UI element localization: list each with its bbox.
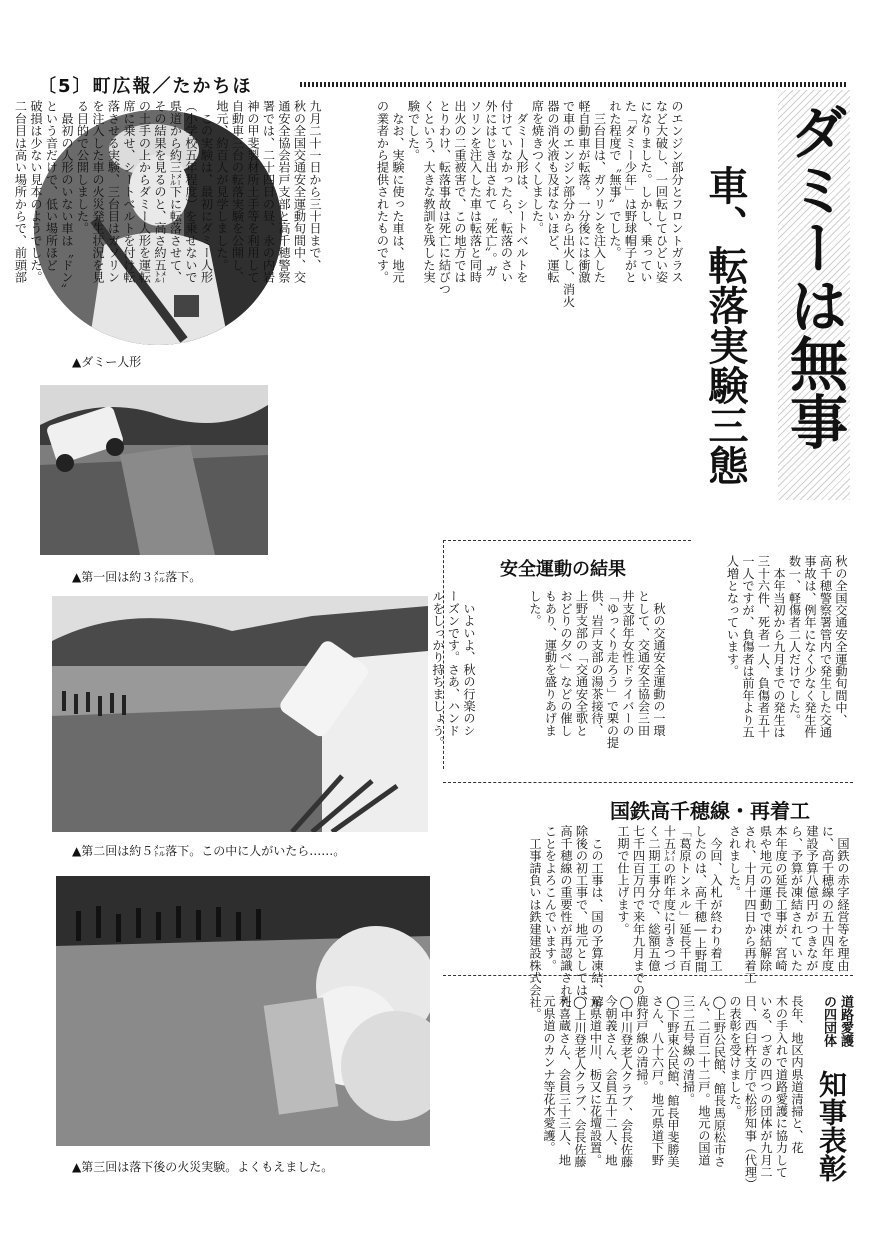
railway-col-1: 国鉄の赤字経営等を理由 に、高千穂線の五十四年度 建設予算八億円がつきなが ら、予算が凍結されていた 本年度の延長工事が、宮崎 県や地元の運動で凍結解除 され、十月十四日から再着工 されました。 [727, 825, 850, 984]
railway-heading: 国鉄高千穂線・再着工 [610, 799, 810, 823]
header-rule [300, 82, 848, 87]
page-header: 〔5〕町広報／たかちほ [38, 76, 253, 97]
road-award-col: 長年、地区内県道清掃と、花 木の手入れで道路愛護に協力して いる、つぎの四つの団体が九月二 日、西臼杵支庁で松形知事（代理） の表彰を受けました。 ◯上野公民館、館長馬原松市さ ん、二百二十二戸。地元の国道 三二五号線の清掃。 ◯下野東公民館、館長甲斐勝美 さん、八十六戸。地元県道下野 鹿狩戸線の清掃。 ◯中川登老人クラブ、会長佐藤 今朝義さん、会員五十二人、地 元県道中川、栃又に花壇設置。 ◯上川登老人クラブ、会長佐藤 利喜蔵さん、会員三十三人、地 元県道のカンナ等花木愛護。 [542, 995, 804, 1191]
safety-lead-col: 秋の全国交通安全運動旬間中、 高千穂警察署管内で発生した交通 事故は、例年になく少なく発生件 数一、軽傷者二人だけでした。 本年当初から九月までの発生は 三十六件、死者一人、負傷者五十 一人ですが、負傷者は前年より五 人増となっています。 [725, 555, 848, 738]
railway-col-3: この工事は、国の予算凍結、解 除後の初工事で、地元としては、 高千穂線の重要性が再認識された ことをよろこんでいます。 工事請負いは鉄建建設株式会社。 [528, 825, 604, 1021]
subheadline: 車、転落実験三態 [702, 165, 748, 485]
safety-result-col-1: 秋の交通安全運動の一環 として、交通安全協会三田 井支部年女性ドライバーの 「ゆっくり走ろう」で栗の提 供、岩戸支部の湯茶接待、 上野支部の「交通安全歌と おどりの夕べ」などの催し もあり、運動を盛りあげま した。 [528, 590, 666, 749]
road-award-heading-small: 道路愛護 の四団体 [821, 995, 853, 1047]
fire-test-caption: ▲第三回は落下後の火災実験。よくもえました。 [72, 1160, 334, 1174]
main-article-col-2: のエンジン部分とフロントガラス など大破し、一回転してひどい姿 になりました。しかし、乗ってい た「ダミー少年」は野球帽子がと れた程度で〝無事〟でした。 三台目は、ガソリンを注入した 軽自動車が転落。一分後には衝激 で車のエンジン部分から出火し、消火 器の消火液も及ばないほど、運転 席を焼きつくしました。 ダミー人形は、シートベルトを 付けていなかったら、転落のさい 外にはじき出されて〝死亡〟。ガ ソリンを注入した車は転落と同時 出火の二重被害で、この地方では とりわけ、転落事故は死亡に結びつ くという、大きな教訓を残した実 験でした。 なお、実験に使った車は、地元 の業者から提供されたものです。 [375, 100, 684, 308]
fire-test-photo [56, 876, 430, 1146]
safety-result-heading: 安全運動の結果 [500, 559, 626, 580]
dummy-photo-caption: ▲ダミー人形 [72, 355, 142, 369]
headline-box [778, 90, 850, 500]
headline: ダミーは無事 [780, 102, 848, 450]
main-article-col-1: 九月二十一日から三十日まで、 秋の全国交通安全運動旬間中、交 通安全協会岩戸支部と高千穂警察 署では、二十四日の昼、永の内岩 神の甲斐製材所土手等を利用して 自動車三台の転落実験を公開し、 地元、約百人が見学しました。 この実験は、最初にダミー人形 （小学校五年程度）を乗せないで 県道から約三㍍下に転落させて、 その結果を見るのと、高さ約五㍍ の土手の上からダミー人形を運転 席に乗せ、シートベルトを付け転 落させる実験、三台目はガソリン を注入した車の火災発生状況を見 る目的で公開しました。 最初の人形のいない車は〝ドン〟 という音だけで、低い場所ほど 破損は少ない見本のようでした。 二台目は高い場所からで、前頭部 [13, 100, 322, 296]
second-drop-caption: ▲第二回は約５㍍落下。この中に人がいたら……。 [72, 844, 346, 858]
first-drop-caption: ▲第一回は約３㍍落下。 [72, 570, 202, 584]
second-drop-photo [52, 596, 428, 832]
railway-col-2: 今回、入札が終わり着工 したのは、高千穂―上野間 「葛原トンネル」延長千百 十五㍍の昨年度に引きつづ く二期工事分で、総額五億 七千四百万円で来年九月までの 工期で仕上げます。 [616, 825, 723, 996]
safety-result-col-2: いよいよ、秋の行楽のシ ーズンです。さあ、ハンド ルをしっかり持ちましょう。 [431, 590, 476, 749]
road-award-heading-large: 知事表彰 [815, 1070, 848, 1182]
